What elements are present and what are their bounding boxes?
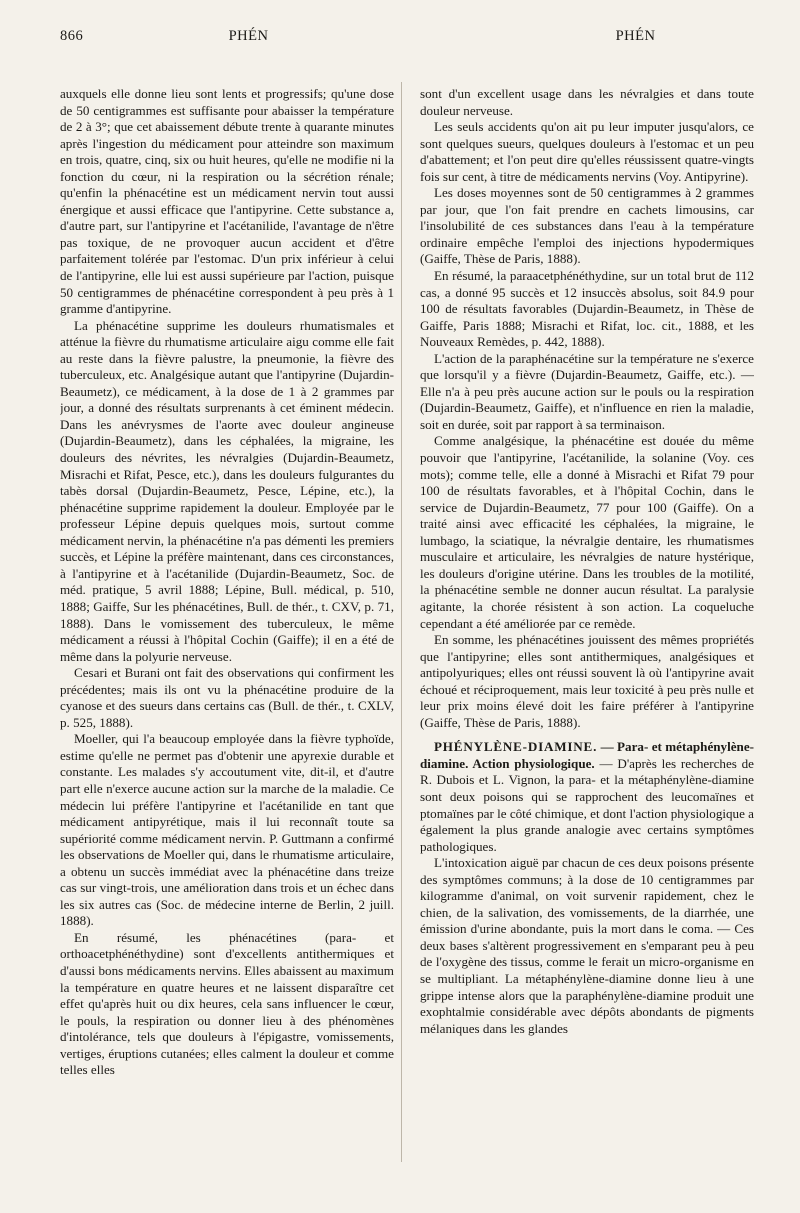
- left-running-title: PHÉN: [228, 28, 269, 44]
- paragraph: L'intoxication aiguë par chacun de ces deux poisons présente des symptômes communs; à la dose de 10 centigrammes par kilogramme d'animal, on voit survenir rapidement, chez le chien, de la salivation, des vomissements, de la diarrhée, une émission d'urine abondante, puis la mort dans le coma. — Ces deux bases s'altèrent progressivement en s'emparant peu à peu de l'oxygène des tissus, comme le ferait un micro-organisme en se multipliant. La métaphénylène-diamine donne lieu à une grippe intense alors que la paraphénylène-diamine produit une exophtalmie considérable avec dépôts abondants de pigments mélaniques dans les glandes: [420, 855, 754, 1036]
- column-divider: [401, 82, 402, 1162]
- page-number: 866: [60, 28, 84, 44]
- paragraph: Cesari et Burani ont fait des observations qui confirment les précédentes; mais ils ont vu la phénacétine produire de la cyanose et des sueurs dans certains cas (Bull. de thér., t. CXLV, p. 525, 1888).: [60, 665, 394, 730]
- entry-text: — D'après les recherches de R. Dubois et L. Vignon, la para- et la métaphénylène-diamine sont deux poisons qui se rapprochent des leucomaïnes et ptomaïnes par le côté chimique, et dont l'action physiologique a également la plus grande analogie avec certains symptômes pathologiques.: [420, 755, 754, 854]
- paragraph: auxquels elle donne lieu sont lents et progressifs; qu'une dose de 50 centigrammes est suffisante pour abaisser la température de 2 à 3°; que cet abaissement débute trente à quarante minutes après l'ingestion du médicament pour atteindre son maximum en trois, quatre, cinq, six ou huit heures, qu'elle ne modifie ni la fonction du cœur, ni la respiration ou la sécrétion rénale; qu'enfin la phénacétine est un médicament nervin tout aussi énergique et aussi efficace que l'antipyrine. Cette substance a, d'autre part, sur l'antipyrine et l'acétanilide, l'avantage de n'être pas toxique, de ne provoquer aucun accident et d'être parfaitement tolérée par l'estomac. D'un prix inférieur à celui de l'antipyrine, elle lui est aussi supérieure par l'action, puisque 50 centigrammes de phénacétine correspondent à peu près à 1 gramme d'antipyrine.: [60, 86, 394, 317]
- paragraph: En résumé, la paraacetphénéthydine, sur un total brut de 112 cas, a donné 95 succès et 12 insuccès absolus, soit 84.9 pour 100 de résultats favorables (Dujardin-Beaumetz, in Thèse de Gaiffe, Paris 1888; Misrachi et Rifat, loc. cit., 1888, et les Nouveaux Remèdes, p. 442, 1888).: [420, 268, 754, 350]
- paragraph: Moeller, qui l'a beaucoup employée dans la fièvre typhoïde, estime qu'elle ne permet pas d'obtenir une apyrexie durable et constante. Les malades s'y accoutument vite, dit-il, et d'autre part elle n'exerce aucune action sur la marche de la maladie. Ce médecin lui préfère l'antipyrine et l'acétanilide en tant que médicament antipyrétique, mais il lui reconnaît toute sa supériorité comme médicament nervin. P. Guttmann a confirmé les observations de Moeller qui, dans le rhumatisme articulaire, a obtenu un succès immédiat avec la phénacétine dans treize cas sur vingt-trois, une amélioration dans trois et un échec dans les six autres cas (Soc. de médecine interne de Berlin, 2 juill. 1888).: [60, 731, 394, 929]
- paragraph: Les seuls accidents qu'on ait pu leur imputer jusqu'alors, ce sont quelques sueurs, quelques douleurs à l'estomac et un peu d'abattement; et l'on peut dire qu'elles réussissent quatre-vingts fois sur cent, à titre de médicaments nervins (Voy. Antipyrine).: [420, 119, 754, 184]
- entry-subheading: — Para- et métaphénylène-diamine. Action physiologique.: [420, 739, 754, 771]
- paragraph: L'action de la paraphénacétine sur la température ne s'exerce que lorsqu'il y a fièvre (Dujardin-Beaumetz, Gaiffe, etc.). — Elle n'a à peu près aucune action sur le pouls ou la respiration (Dujardin-Beaumetz, Gaiffe), et n'influence en rien la maladie, soit en durée, soit par rapport à sa terminaison.: [420, 350, 754, 432]
- paragraph: En somme, les phénacétines jouissent des mêmes propriétés que l'antipyrine; elles sont antithermiques, analgésiques et antipolyuriques; elles ont réussi souvent là où l'antipyrine avait échoué et réciproquement, mais leur toxicité à peu près nulle et leur prix moins élevé doit les faire préférer à l'antipyrine (Gaiffe, Thèse de Paris, 1888).: [420, 632, 754, 730]
- entry-headword: PHÉNYLÈNE-DIAMINE.: [434, 739, 598, 755]
- left-column: [60, 86, 394, 1206]
- paragraph: Comme analgésique, la phénacétine est douée du même pouvoir que l'antipyrine, l'acétanilide, la solanine (Voy. ces mots); comme telle, elle a donné à Misrachi et Rifat 79 pour 100 de résultats favorables, et à l'hôpital Cochin, dans le service de Dujardin-Beaumetz, 77 pour 100 (Gaiffe). On a traité ainsi avec efficacité les céphalées, la migraine, le lumbago, la sciatique, la névralgie dentaire, les rhumatismes musculaire et articulaire, les névralgies de nature hystérique, les douleurs d'origine utérine. Dans les troubles de la motilité, la phénacétine semble ne donner aucun résultat. La paralysie agitante, la chorée résistent à son action. La coqueluche cependant a été améliorée par ce remède.: [420, 433, 754, 631]
- paragraph: sont d'un excellent usage dans les névralgies et dans toute douleur nerveuse.: [420, 86, 754, 118]
- right-column: [420, 86, 754, 1206]
- paragraph: En résumé, les phénacétines (para- et orthoacetphénéthydine) sont d'excellents antithermiques et d'aussi bons médicaments nervins. Elles abaissent au maximum la température en quatre heures et ne laissent disparaître cet effet qu'après huit ou dix heures, cela sans influencer le cœur, le pouls, la respiration ou donner lieu à des phénomènes d'intolérance, tels que douleurs à l'épigastre, vomissements, vertiges, éruptions cutanées; elles calment la douleur et comme telles elles: [60, 929, 394, 1078]
- right-running-title: PHÉN: [615, 28, 656, 44]
- dictionary-entry: [420, 739, 754, 855]
- paragraph: Les doses moyennes sont de 50 centigrammes à 2 grammes par jour, que l'on fait prendre en cachets limousins, car l'insolubilité de ces substances dans l'eau à la température ordinaire empêche l'emploi des injections hypodermiques (Gaiffe, Thèse de Paris, 1888).: [420, 185, 754, 267]
- text-columns: [60, 86, 754, 1206]
- running-head: [60, 28, 754, 58]
- paragraph: La phénacétine supprime les douleurs rhumatismales et atténue la fièvre du rhumatisme articulaire aigu comme elle fait au reste dans la fièvre palustre, la pneumonie, la fièvre des tuberculeux, etc. Analgésique autant que l'antipyrine (Dujardin-Beaumetz), ce médicament, à la dose de 1 à 2 grammes par jour, a donné des résultats surprenants à cet éminent médecin. Dans les anévrysmes de l'aorte avec douleur angineuse (Dujardin-Beaumetz), dans les céphalées, la migraine, les douleurs des névrites, les névralgies (Dujardin-Beaumetz, Misrachi et Rifat, Pesce, etc.), dans les douleurs fulgurantes du tabès dorsal (Dujardin-Beaumetz, Pesce, Lépine, etc.), la phénacétine supprime rapidement la douleur. Employée par le professeur Lépine depuis quelques mois, surtout comme médicament nervin, la phénacétine n'a pas démenti les premiers succès, et Lépine la préfère maintenant, dans ces circonstances, à l'antipyrine et à l'acétanilide (Dujardin-Beaumetz, Soc. de méd. pratique, 5 avril 1888; Lépine, Bull. médical, p. 510, 1888; Gaiffe, Sur les phénacétines, Bull. de thér., t. CXV, p. 71, 1888). Dans le vomissement des tuberculeux, le même médicament a réussi à l'hôpital Cochin (Gaiffe); il en a été de même dans la polyurie nerveuse.: [60, 317, 394, 664]
